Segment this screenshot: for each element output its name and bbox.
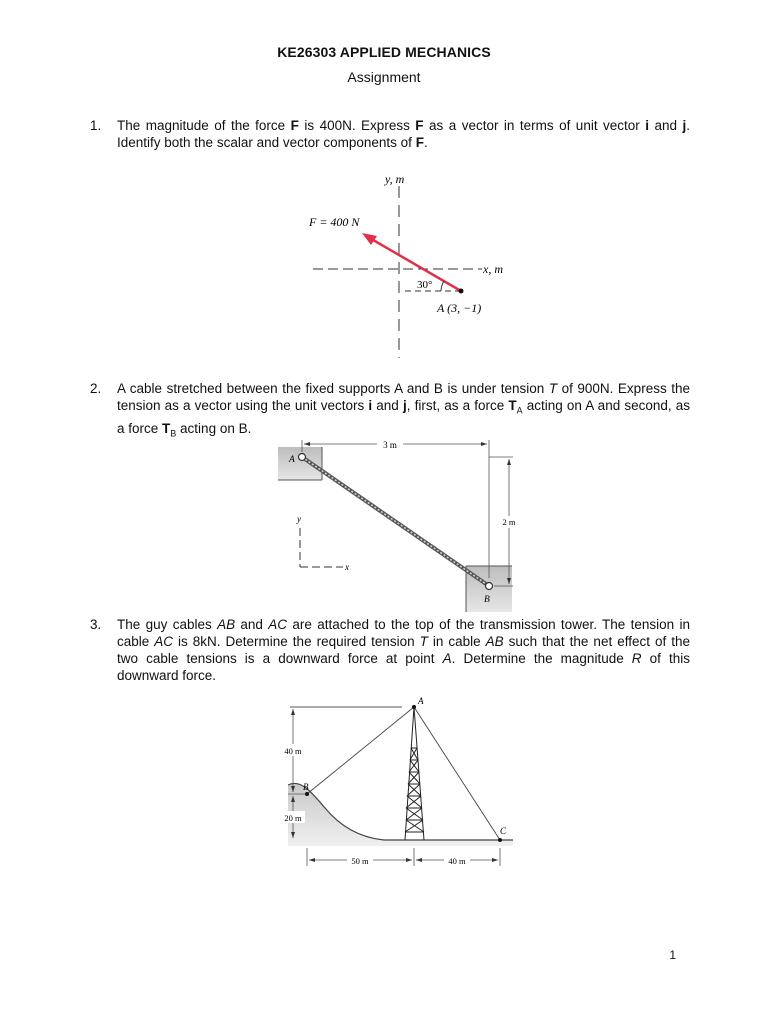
width-label: 3 m <box>383 440 397 450</box>
document-title: KE26303 APPLIED MECHANICS <box>277 44 491 60</box>
axis-x-label: x <box>345 562 349 572</box>
question-text: The guy cables AB and AC are attached to the top of the transmission tower. The tension in cable AC is 8kN. Determine the required tension T in cable AB such that the net effect of the two cable tensions is a downward force at point A. Determine the magnitude R of this downward force. <box>117 617 691 683</box>
page-number: 1 <box>669 948 676 962</box>
label-b: B <box>303 782 309 792</box>
force-label: F = 400 N <box>309 215 360 229</box>
question-number: 2. <box>90 381 102 396</box>
height-label: 2 m <box>502 517 516 527</box>
document-subtitle: Assignment <box>347 69 421 85</box>
question-text: A cable stretched between the fixed supports A and B is under tension T of 900N. Express the tension as a vector using the unit vectors i and j, first, as a force $T_A$ acting on A and second, as a force $T_B$ acting on B. <box>117 381 690 439</box>
label-40m-horizontal: 40 m <box>448 856 466 866</box>
label-b: B <box>484 595 490 605</box>
label-50m: 50 m <box>351 856 369 866</box>
tower <box>405 707 424 840</box>
terrain <box>288 783 513 846</box>
axis-y-label: y <box>297 514 301 524</box>
cable-ab <box>307 707 414 794</box>
label-20m: 20 m <box>284 813 302 823</box>
question-text: The magnitude of the force F is 400N. Express F as a vector in terms of unit vector i and j. Identify both the scalar and vector components of F. <box>117 118 691 150</box>
label-c: C <box>500 826 507 836</box>
label-40m-vertical: 40 m <box>284 746 302 756</box>
cable-ac <box>414 707 500 840</box>
question-number: 1. <box>90 118 102 133</box>
x-axis-label: x, m <box>483 262 503 276</box>
point-a-label: A (3, −1) <box>437 301 482 315</box>
angle-label: 30° <box>417 279 433 291</box>
label-a: A <box>418 696 424 706</box>
y-axis-label: y, m <box>385 172 405 186</box>
question-number: 3. <box>90 617 102 632</box>
label-a: A <box>289 455 295 465</box>
